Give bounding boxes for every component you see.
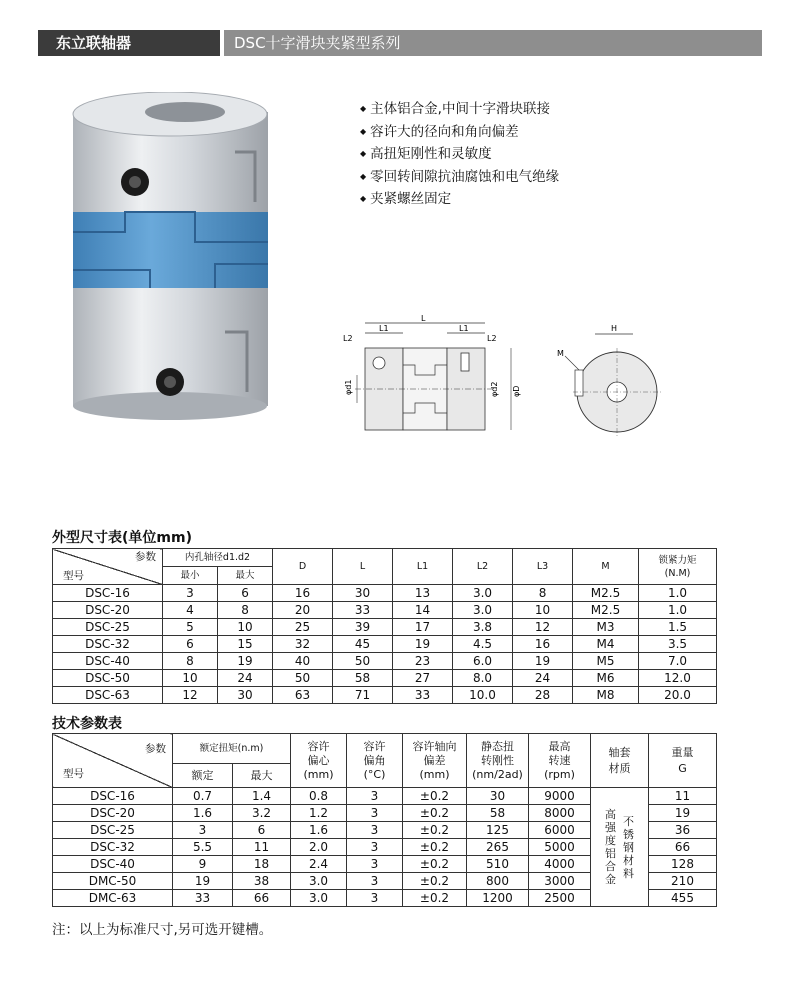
brand-title: 东立联轴器 xyxy=(38,30,220,56)
radial-header-unit: (mm) xyxy=(303,767,334,781)
table-cell: 23 xyxy=(393,653,453,670)
col-D-header: D xyxy=(273,549,333,585)
torque-header-label: 锁紧力矩 xyxy=(658,554,697,566)
feature-item: ◆ 夹紧螺丝固定 xyxy=(360,188,559,211)
weight-cell: 19 xyxy=(649,805,717,822)
table-cell: 3 xyxy=(347,873,403,890)
table-cell: 1.2 xyxy=(291,805,347,822)
bore-max-header: 最大 xyxy=(218,567,273,585)
weight-header-line: G xyxy=(678,761,687,775)
table-cell: 12 xyxy=(163,687,218,704)
table-cell: 3.8 xyxy=(453,619,513,636)
table-cell: 510 xyxy=(467,856,529,873)
table-cell: 33 xyxy=(393,687,453,704)
model-cell: DSC-16 xyxy=(53,788,173,805)
table-cell: 16 xyxy=(273,585,333,602)
corner-param-label: 参数 xyxy=(145,743,166,755)
table-row xyxy=(53,636,717,653)
dim-d1-label: φd1 xyxy=(344,379,353,395)
table-cell: 16 xyxy=(513,636,573,653)
table-cell: 10 xyxy=(163,670,218,687)
table-cell: 17 xyxy=(393,619,453,636)
dim-D-label: φD xyxy=(512,385,521,397)
stiffness-header xyxy=(467,734,529,788)
corner-model-label: 型号 xyxy=(63,768,84,780)
table-cell: 3 xyxy=(347,822,403,839)
tech-table xyxy=(52,733,717,907)
table-cell: 45 xyxy=(333,636,393,653)
model-cell: DSC-32 xyxy=(53,636,163,653)
model-cell: DSC-20 xyxy=(53,805,173,822)
weight-cell: 36 xyxy=(649,822,717,839)
dim-H-label: H xyxy=(611,324,618,333)
table-cell: 19 xyxy=(173,873,233,890)
dim-L-label: L xyxy=(421,315,426,323)
table-cell: ±0.2 xyxy=(403,822,467,839)
table-cell: 3 xyxy=(347,788,403,805)
table-cell: 50 xyxy=(333,653,393,670)
table-cell: 5 xyxy=(163,619,218,636)
table-cell: 19 xyxy=(393,636,453,653)
table-cell: 3.0 xyxy=(291,890,347,907)
table-cell: 24 xyxy=(218,670,273,687)
tech-table-corner xyxy=(53,734,173,788)
material-cell xyxy=(591,788,649,907)
table-cell: 265 xyxy=(467,839,529,856)
table-cell: 125 xyxy=(467,822,529,839)
table-cell: 6 xyxy=(163,636,218,653)
radial-header-line: 容许 xyxy=(307,739,330,753)
table-cell: 50 xyxy=(273,670,333,687)
table-cell: 24 xyxy=(513,670,573,687)
dim-L1-left-label: L1 xyxy=(379,324,389,333)
dim-L1-right-label: L1 xyxy=(459,324,469,333)
table-cell: 5.5 xyxy=(173,839,233,856)
stiffness-header-unit: (nm/2ad) xyxy=(472,767,523,781)
model-cell: DSC-40 xyxy=(53,653,163,670)
model-cell: DSC-16 xyxy=(53,585,163,602)
table-cell: 8 xyxy=(163,653,218,670)
table-cell: M3 xyxy=(573,619,639,636)
col-L-header: L xyxy=(333,549,393,585)
table-cell: 1.0 xyxy=(639,585,717,602)
table-cell: 4000 xyxy=(529,856,591,873)
angular-header-line: 容许 xyxy=(363,739,386,753)
model-cell: DSC-40 xyxy=(53,856,173,873)
table-cell: 58 xyxy=(467,805,529,822)
weight-header-line: 重量 xyxy=(671,745,694,759)
weight-cell: 455 xyxy=(649,890,717,907)
model-cell: DMC-50 xyxy=(53,873,173,890)
material-header-line: 材质 xyxy=(608,761,631,775)
table-cell: 40 xyxy=(273,653,333,670)
table-cell: 2.0 xyxy=(291,839,347,856)
table-cell: 10 xyxy=(513,602,573,619)
max-torque-subheader: 最大 xyxy=(233,764,291,788)
rated-torque-header: 额定扭矩(n.m) xyxy=(173,734,291,764)
table-cell: 9000 xyxy=(529,788,591,805)
weight-cell: 128 xyxy=(649,856,717,873)
coupling-photo-icon xyxy=(55,92,285,422)
table-cell: 20 xyxy=(273,602,333,619)
table-cell: 3000 xyxy=(529,873,591,890)
table-cell: 13 xyxy=(393,585,453,602)
table-cell: 8.0 xyxy=(453,670,513,687)
col-L1-header: L1 xyxy=(393,549,453,585)
table-cell: ±0.2 xyxy=(403,856,467,873)
table-cell: 3.5 xyxy=(639,636,717,653)
table-cell: 30 xyxy=(333,585,393,602)
end-view-drawing-icon xyxy=(555,320,665,438)
feature-item: ◆ 零回转间隙抗油腐蚀和电气绝缘 xyxy=(360,166,559,189)
material-right-text: 不锈钢材料 xyxy=(623,814,634,880)
table-cell: 63 xyxy=(273,687,333,704)
table-cell: ±0.2 xyxy=(403,873,467,890)
table-cell: 800 xyxy=(467,873,529,890)
table-cell: 14 xyxy=(393,602,453,619)
table-cell: 38 xyxy=(233,873,291,890)
table-cell: 6000 xyxy=(529,822,591,839)
stiffness-header-line: 静态扭 xyxy=(481,739,514,753)
table-cell: 5000 xyxy=(529,839,591,856)
model-cell: DSC-32 xyxy=(53,839,173,856)
material-header-line: 轴套 xyxy=(608,745,631,759)
table-cell: 9 xyxy=(173,856,233,873)
material-header xyxy=(591,734,649,788)
feature-item: ◆ 容许大的径向和角向偏差 xyxy=(360,121,559,144)
series-title: DSC十字滑块夹紧型系列 xyxy=(224,30,762,56)
speed-header-unit: (rpm) xyxy=(544,767,575,781)
weight-cell: 66 xyxy=(649,839,717,856)
side-view-drawing-icon xyxy=(335,315,525,440)
axial-header-line: 偏差 xyxy=(423,753,446,767)
stiffness-header-line: 转刚性 xyxy=(481,753,514,767)
corner-model-label: 型号 xyxy=(63,570,84,582)
dim-M-label: M xyxy=(557,349,564,358)
table-cell: M2.5 xyxy=(573,585,639,602)
dim-d2-label: φd2 xyxy=(490,381,499,397)
radial-header-line: 偏心 xyxy=(307,753,330,767)
table-cell: 6 xyxy=(218,585,273,602)
feature-item: ◆ 主体铝合金,中间十字滑块联接 xyxy=(360,98,559,121)
table-cell: 33 xyxy=(333,602,393,619)
table-cell: 3 xyxy=(163,585,218,602)
table-cell: 11 xyxy=(233,839,291,856)
table-cell: 6 xyxy=(233,822,291,839)
torque-header xyxy=(639,549,717,585)
table-cell: 3 xyxy=(347,890,403,907)
table-cell: 4.5 xyxy=(453,636,513,653)
col-L3-header: L3 xyxy=(513,549,573,585)
table-cell: 3.0 xyxy=(453,585,513,602)
table-cell: M8 xyxy=(573,687,639,704)
model-cell: DSC-50 xyxy=(53,670,163,687)
table-cell: ±0.2 xyxy=(403,839,467,856)
angular-header-line: 偏角 xyxy=(363,753,386,767)
table-cell: 8 xyxy=(513,585,573,602)
table-cell: 0.7 xyxy=(173,788,233,805)
table-cell: 58 xyxy=(333,670,393,687)
table-cell: 3 xyxy=(347,805,403,822)
feature-list xyxy=(360,98,559,211)
table-cell: M4 xyxy=(573,636,639,653)
table-cell: 15 xyxy=(218,636,273,653)
table-cell: 8000 xyxy=(529,805,591,822)
table-cell: 30 xyxy=(467,788,529,805)
axial-header xyxy=(403,734,467,788)
tech-table-title: 技术参数表 xyxy=(52,716,122,732)
axial-header-line: 容许轴向 xyxy=(412,739,457,753)
table-cell: 3 xyxy=(347,839,403,856)
table-cell: M5 xyxy=(573,653,639,670)
radial-header xyxy=(291,734,347,788)
bore-header: 内孔轴径d1.d2 xyxy=(163,549,273,567)
table-cell: 19 xyxy=(218,653,273,670)
weight-cell: 11 xyxy=(649,788,717,805)
table-cell: 32 xyxy=(273,636,333,653)
table-cell: 33 xyxy=(173,890,233,907)
table-cell: 27 xyxy=(393,670,453,687)
table-cell: 3.0 xyxy=(453,602,513,619)
footnote: 注：以上为标准尺寸,另可选开键槽。 xyxy=(52,922,273,938)
table-cell: 1.5 xyxy=(639,619,717,636)
table-row xyxy=(53,653,717,670)
model-cell: DSC-25 xyxy=(53,619,163,636)
table-cell: 1200 xyxy=(467,890,529,907)
table-cell: 2500 xyxy=(529,890,591,907)
table-cell: 28 xyxy=(513,687,573,704)
table-cell: 18 xyxy=(233,856,291,873)
table-cell: ±0.2 xyxy=(403,805,467,822)
table-cell: 12 xyxy=(513,619,573,636)
axial-header-unit: (mm) xyxy=(419,767,450,781)
torque-header-unit: (N.M) xyxy=(664,567,691,579)
bore-min-header: 最小 xyxy=(163,567,218,585)
dim-L2-right-label: L2 xyxy=(487,334,497,343)
speed-header-line: 转速 xyxy=(548,753,571,767)
table-cell: 1.6 xyxy=(173,805,233,822)
speed-header xyxy=(529,734,591,788)
table-cell: 3.2 xyxy=(233,805,291,822)
table-cell: 1.6 xyxy=(291,822,347,839)
model-cell: DMC-63 xyxy=(53,890,173,907)
table-cell: 66 xyxy=(233,890,291,907)
table-cell: ±0.2 xyxy=(403,788,467,805)
table-cell: 6.0 xyxy=(453,653,513,670)
angular-header-unit: (°C) xyxy=(363,767,386,781)
table-cell: 1.4 xyxy=(233,788,291,805)
table-row xyxy=(53,602,717,619)
angular-header xyxy=(347,734,403,788)
model-cell: DSC-63 xyxy=(53,687,163,704)
table-cell: M2.5 xyxy=(573,602,639,619)
dim-table xyxy=(52,548,717,704)
weight-cell: 210 xyxy=(649,873,717,890)
col-M-header: M xyxy=(573,549,639,585)
table-cell: 12.0 xyxy=(639,670,717,687)
dim-table-title: 外型尺寸表(单位mm) xyxy=(52,530,192,546)
table-row xyxy=(53,788,717,805)
tech-table-body xyxy=(53,788,717,907)
table-cell: 10 xyxy=(218,619,273,636)
table-cell: 20.0 xyxy=(639,687,717,704)
table-row xyxy=(53,670,717,687)
header-bar xyxy=(38,30,762,56)
table-cell: ±0.2 xyxy=(403,890,467,907)
table-cell: 0.8 xyxy=(291,788,347,805)
model-cell: DSC-25 xyxy=(53,822,173,839)
table-cell: 25 xyxy=(273,619,333,636)
table-cell: 30 xyxy=(218,687,273,704)
table-cell: 3.0 xyxy=(291,873,347,890)
dim-L2-left-label: L2 xyxy=(343,334,353,343)
weight-header xyxy=(649,734,717,788)
feature-item: ◆ 高扭矩刚性和灵敏度 xyxy=(360,143,559,166)
table-cell: 7.0 xyxy=(639,653,717,670)
col-L2-header: L2 xyxy=(453,549,513,585)
table-cell: 1.0 xyxy=(639,602,717,619)
table-row xyxy=(53,687,717,704)
table-cell: 19 xyxy=(513,653,573,670)
table-cell: 10.0 xyxy=(453,687,513,704)
model-cell: DSC-20 xyxy=(53,602,163,619)
table-cell: 39 xyxy=(333,619,393,636)
corner-param-label: 参数 xyxy=(135,551,156,563)
dim-table-body xyxy=(53,585,717,704)
table-cell: 71 xyxy=(333,687,393,704)
table-cell: 2.4 xyxy=(291,856,347,873)
dim-table-corner xyxy=(53,549,163,585)
material-left-text: 高强度铝合金 xyxy=(605,808,616,886)
table-cell: 3 xyxy=(347,856,403,873)
table-cell: 4 xyxy=(163,602,218,619)
table-cell: 8 xyxy=(218,602,273,619)
table-cell: 3 xyxy=(173,822,233,839)
rated-torque-subheader: 额定 xyxy=(173,764,233,788)
table-cell: M6 xyxy=(573,670,639,687)
speed-header-line: 最高 xyxy=(548,739,571,753)
table-row xyxy=(53,619,717,636)
table-row xyxy=(53,585,717,602)
